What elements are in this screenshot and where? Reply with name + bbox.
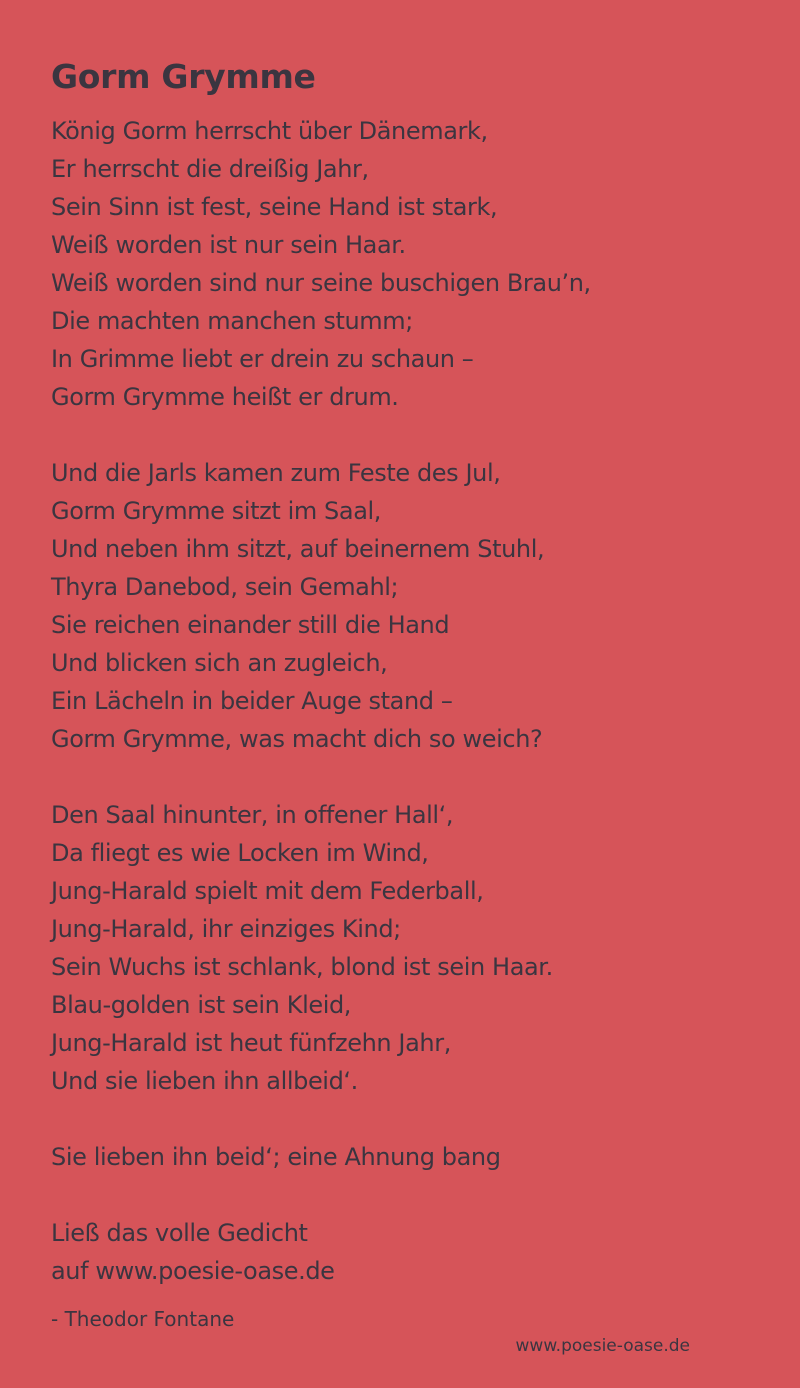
poem-line: Gorm Grymme, was macht dich so weich?: [51, 725, 543, 753]
poem-line: Gorm Grymme heißt er drum.: [51, 383, 399, 411]
poem-line: Gorm Grymme sitzt im Saal,: [51, 497, 381, 525]
poem-line: Und die Jarls kamen zum Feste des Jul,: [51, 459, 501, 487]
poem-line: Da fliegt es wie Locken im Wind,: [51, 839, 429, 867]
poem-line: Weiß worden sind nur seine buschigen Brau’n,: [51, 269, 591, 297]
poem-line: Weiß worden ist nur sein Haar.: [51, 231, 406, 259]
poem-line: Sie reichen einander still die Hand: [51, 611, 450, 639]
poem-line: Er herrscht die dreißig Jahr,: [51, 155, 369, 183]
poem-line: Und blicken sich an zugleich,: [51, 649, 388, 677]
poem-line: Thyra Danebod, sein Gemahl;: [51, 573, 399, 601]
teaser-line: [51, 1138, 771, 1176]
poem-line: Sein Sinn ist fest, seine Hand ist stark,: [51, 193, 498, 221]
stanza-3: [51, 796, 771, 1100]
poem-card: [51, 56, 771, 1334]
poem-line: Sein Wuchs ist schlank, blond ist sein Haar.: [51, 953, 553, 981]
poem-line: In Grimme liebt er drein zu schaun –: [51, 345, 474, 373]
poem-line: Jung-Harald, ihr einziges Kind;: [51, 915, 401, 943]
poem-line: Ein Lächeln in beider Auge stand –: [51, 687, 453, 715]
stanza-1: [51, 112, 771, 416]
poem-line: Und neben ihm sitzt, auf beinernem Stuhl,: [51, 535, 545, 563]
cta-line: Ließ das volle Gedicht: [51, 1219, 308, 1247]
read-full-poem-note: [51, 1214, 771, 1290]
poem-line: Jung-Harald ist heut fünfzehn Jahr,: [51, 1029, 451, 1057]
poem-line: Blau-golden ist sein Kleid,: [51, 991, 352, 1019]
poem-line: Den Saal hinunter, in offener Hall‘,: [51, 801, 454, 829]
poem-title: Gorm Grymme: [51, 57, 316, 96]
poem-line: Sie lieben ihn beid‘; eine Ahnung bang: [51, 1143, 501, 1171]
stanza-2: [51, 454, 771, 758]
site-watermark: www.poesie-oase.de: [515, 1336, 690, 1356]
poem-line: König Gorm herrscht über Dänemark,: [51, 117, 488, 145]
cta-line: auf www.poesie-oase.de: [51, 1257, 335, 1285]
poem-line: Jung-Harald spielt mit dem Federball,: [51, 877, 484, 905]
poem-line: Und sie lieben ihn allbeid‘.: [51, 1067, 358, 1095]
poem-line: Die machten manchen stumm;: [51, 307, 413, 335]
author-name: - Theodor Fontane: [51, 1307, 235, 1331]
